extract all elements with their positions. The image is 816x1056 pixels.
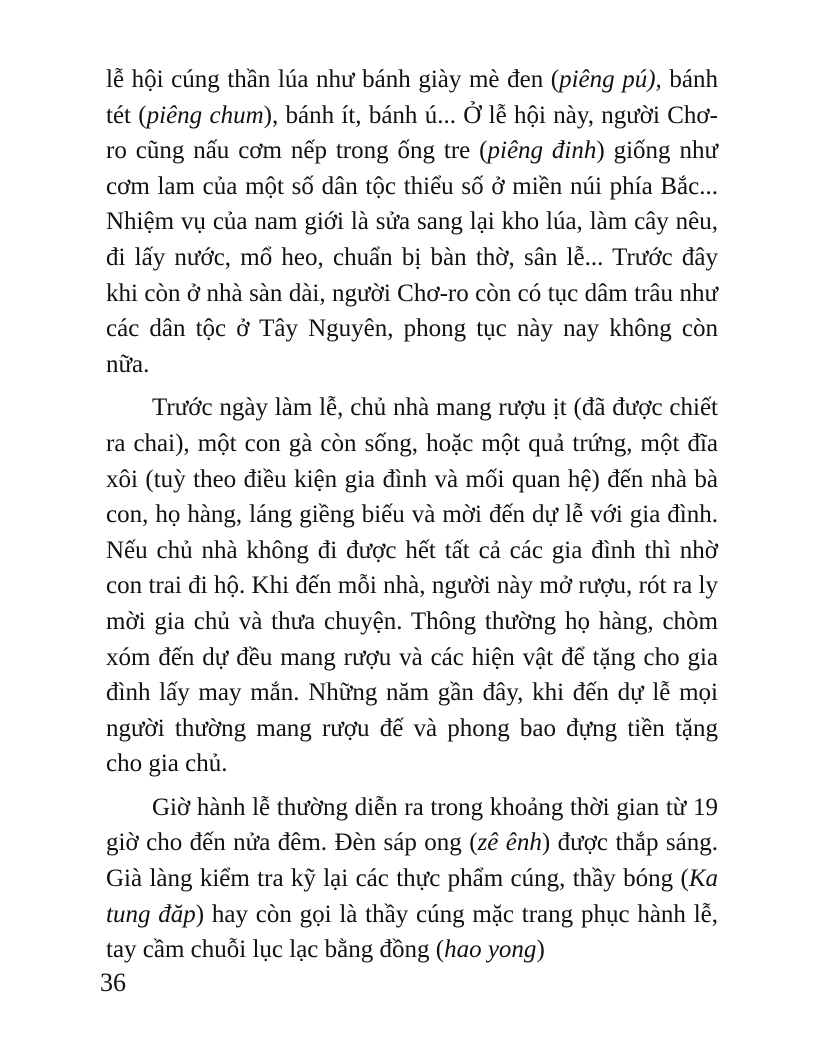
text-segment: ) — [536, 936, 545, 964]
text-segment: bánh tét ( — [106, 66, 718, 129]
italic-term: piêng đinh — [487, 137, 597, 165]
italic-term: zê ênh — [477, 829, 542, 857]
paragraph-2 — [106, 390, 718, 782]
text-segment: ) được thắp sáng. Già làng kiểm tra kỹ lại các thực phẩm cúng, thầy bóng ( — [106, 829, 719, 893]
text-segment: ) hay còn gọi là thầy cúng mặc trang phục hành lễ, tay cầm chuỗi lục lạc bằng đồng ( — [106, 900, 718, 964]
italic-term: piêng pú), — [559, 66, 662, 93]
page-body — [106, 62, 718, 968]
text-segment: Trước ngày làm lễ, chủ nhà mang rượu ịt (đã được chiết ra chai), một con gà còn sống, hoặc một quả trứng, một đĩa xôi (tuỳ theo điều kiện gia đình và mối quan hệ) đến nhà bà con, họ hàng, láng giềng biếu và mời đến dự lễ với gia đình. Nếu chủ nhà không đi được hết tất cả các gia đình thì nhờ con trai đi hộ. Khi đến mỗi nhà, người này mở rượu, rót ra ly mời gia chủ và thưa chuyện. Thông thường họ hàng, chòm xóm đến dự đều mang rượu và các hiện vật để tặng cho gia đình lấy may mắn. Những năm gần đây, khi đến dự lễ mọi người thường mang rượu đế và phong bao đựng tiền tặng cho gia chủ. — [106, 394, 718, 778]
page-number: 36 — [100, 968, 126, 997]
italic-term: piêng chum — [146, 101, 264, 129]
italic-term: hao yong — [444, 936, 537, 964]
text-segment: lễ hội cúng thần lúa như bánh giày mè đen ( — [106, 66, 560, 93]
text-segment: ), bánh ít, bánh ú... Ở lễ hội này, người Chơ-ro cũng nấu cơm nếp trong ống tre ( — [106, 101, 718, 165]
paragraph-3 — [106, 790, 718, 968]
italic-term: Ka tung đăp — [106, 865, 718, 928]
text-segment: Giờ hành lễ thường diễn ra trong khoảng thời gian từ 19 giờ cho đến nửa đêm. Đèn sáp ong ( — [106, 793, 718, 857]
paragraph-1 — [106, 62, 718, 382]
text-segment: ) giống như cơm lam của một số dân tộc thiểu số ở miền núi phía Bắc... Nhiệm vụ của nam giới là sửa sang lại kho lúa, làm cây nêu, đi lấy nước, mổ heo, chuẩn bị bàn thờ, sân lễ... Trước đây khi còn ở nhà sàn dài, người Chơ-ro còn có tục dâm trâu như các dân tộc ở Tây Nguyên, phong tục này nay không còn nữa. — [106, 137, 718, 378]
